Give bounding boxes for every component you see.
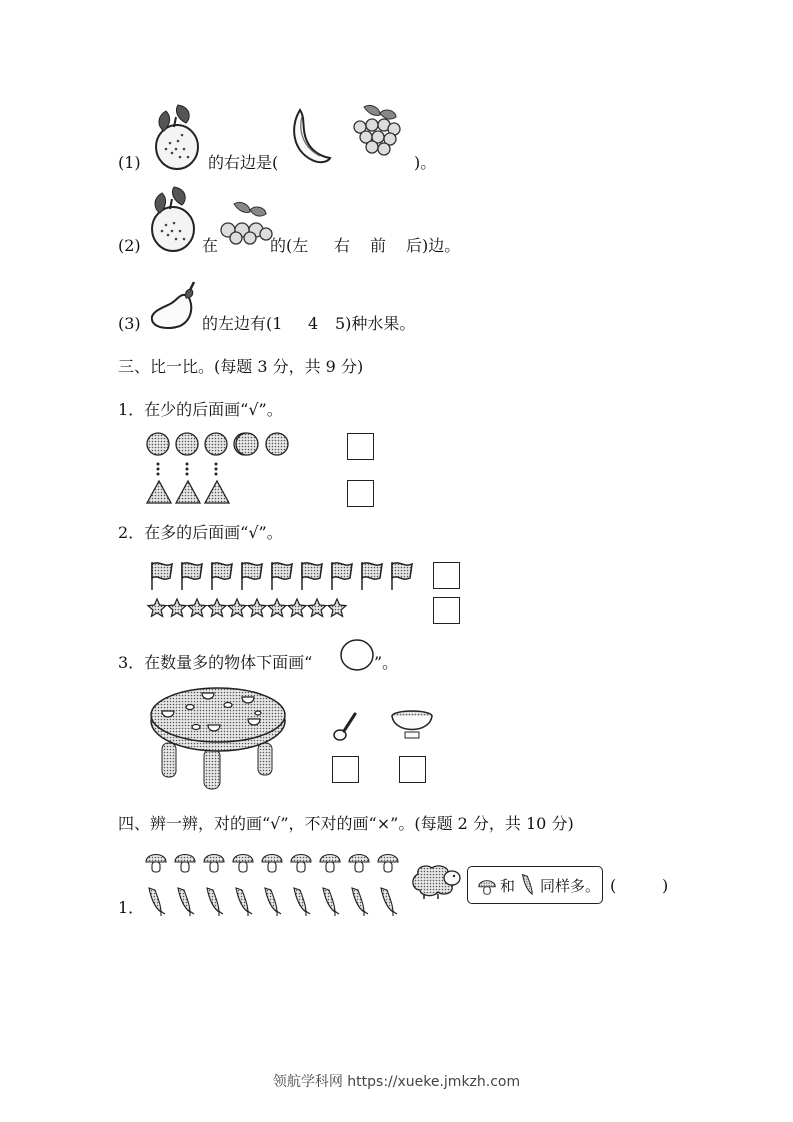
speech-bubble <box>467 866 603 904</box>
eggplant-icon <box>150 280 200 332</box>
q2-2-option-right: 右 <box>334 236 351 255</box>
q2-1-text-a: 的右边是( <box>208 153 279 172</box>
ball-icon <box>235 433 293 457</box>
star-icon <box>148 599 346 616</box>
mushroom-icon <box>478 876 496 896</box>
section-4-title: 四、辨一辨，对的画“√”，不对的画“×”。(每题 2 分，共 10 分) <box>118 814 574 833</box>
q2-2-number: (2) <box>118 236 141 255</box>
mushroom-icon <box>146 855 398 873</box>
q2-3-option-4: 4 <box>308 314 319 333</box>
section-3-title: 三、比一比。(每题 3 分，共 9 分) <box>118 357 364 376</box>
answer-paren-open: ( <box>610 876 617 895</box>
grapes-icon <box>220 200 272 248</box>
answer-box-balls[interactable] <box>347 433 374 460</box>
bubble-text-same: 同样多。 <box>540 877 601 895</box>
q2-3-option-5: 5)种水果。 <box>335 314 416 333</box>
q2-3-text-a: 的左边有(1 <box>202 314 283 333</box>
bowl-icon <box>390 710 434 742</box>
flags-and-stars-figure <box>148 560 420 620</box>
section-4-q1-number: 1． <box>118 898 145 917</box>
answer-paren-close: ) <box>662 876 669 895</box>
spoon-icon <box>333 710 359 742</box>
bubble-text-and: 和 <box>500 877 516 895</box>
banana-icon <box>290 108 332 166</box>
circle-symbol-icon <box>339 638 375 672</box>
q2-2-text-b: 的(左 <box>270 236 309 255</box>
table-with-bowls-figure <box>148 685 288 791</box>
section-3-q3-text-b: ”。 <box>374 653 399 672</box>
triangle-icon <box>147 481 229 503</box>
sheep-icon <box>408 864 464 900</box>
answer-box-triangles[interactable] <box>347 480 374 507</box>
grapes-icon <box>350 103 402 157</box>
carrot-icon <box>520 873 538 899</box>
q2-1-number: (1) <box>118 153 141 172</box>
q2-1-text-b: )。 <box>414 153 437 172</box>
answer-box-flags[interactable] <box>433 562 460 589</box>
answer-box-bowls[interactable] <box>399 756 426 783</box>
q2-2-option-front: 前 <box>370 236 387 255</box>
orange-icon <box>148 185 198 253</box>
footer-watermark: 领航学科网 https://xueke.jmkzh.com <box>272 1074 521 1090</box>
section-3-q3-text-a: 3．在数量多的物体下面画“ <box>118 653 313 672</box>
q2-3-number: (3) <box>118 314 141 333</box>
q2-2-option-back: 后)边。 <box>406 236 461 255</box>
answer-box-spoons[interactable] <box>332 756 359 783</box>
q2-2-text-a: 在 <box>202 236 219 255</box>
section-3-q1-text: 1．在少的后面画“√”。 <box>118 400 283 419</box>
flag-icon <box>152 562 412 590</box>
section-3-q2-text: 2．在多的后面画“√”。 <box>118 523 283 542</box>
carrot-icon <box>149 888 397 916</box>
mushrooms-and-carrots-figure <box>145 850 405 916</box>
orange-icon <box>152 103 202 171</box>
answer-box-stars[interactable] <box>433 597 460 624</box>
